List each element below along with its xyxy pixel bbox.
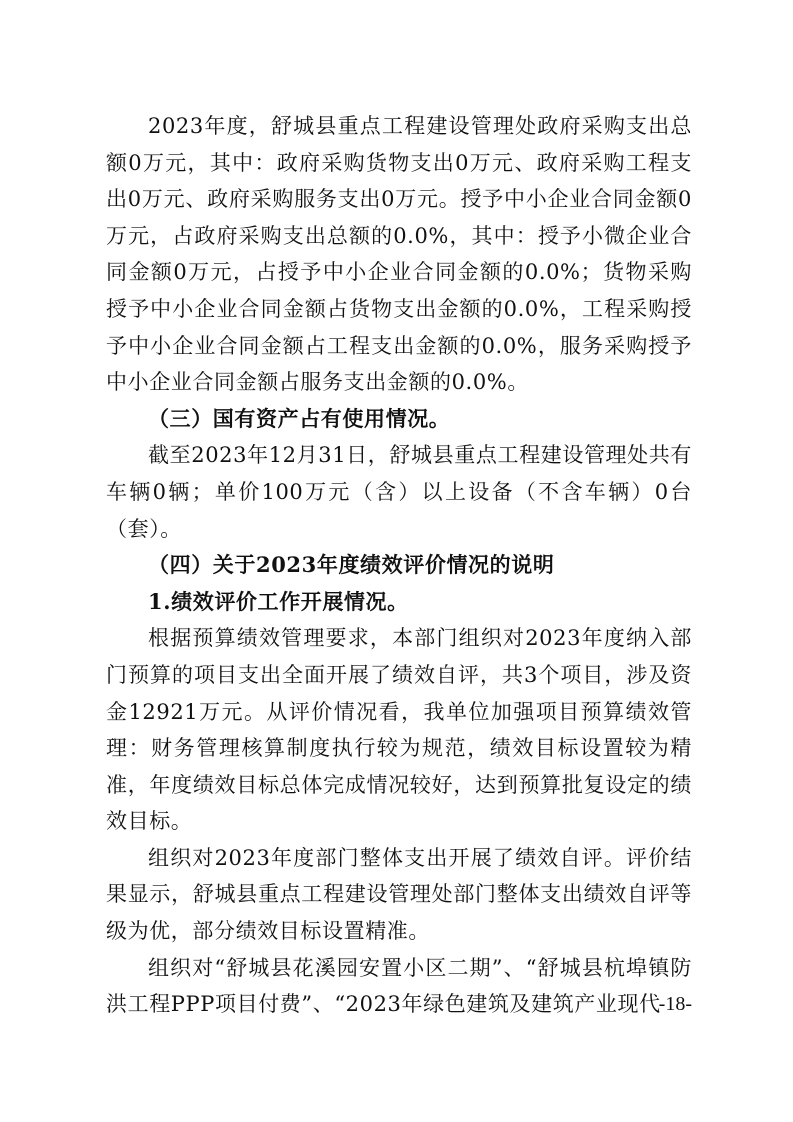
- page-number: -18-: [658, 993, 692, 1015]
- paragraph-project-evaluation: 根据预算绩效管理要求，本部门组织对2023年度纳入部门预算的项目支出全面开展了绩效自评，共3个项目，涉及资金12921万元。从评价情况看，我单位加强项目预算绩效管理：财务管理核算制度执行较为规范，绩效目标设置较为精准，年度绩效目标总体完成情况较好，达到预算批复设定的绩效目标。: [106, 626, 692, 834]
- paragraph-assets: 截至2023年12月31日，舒城县重点工程建设管理处共有车辆0辆；单价100万元（含）以上设备（不含车辆）0台（套）。: [106, 443, 692, 541]
- heading-evaluation-work: 1.绩效评价工作开展情况。: [148, 588, 409, 614]
- paragraph-procurement: 2023年度，舒城县重点工程建设管理处政府采购支出总额0万元，其中：政府采购货物支出0万元、政府采购工程支出0万元、政府采购服务支出0万元。授予中小企业合同金额0万元，占政府采购支出总额的0.0%，其中：授予小微企业合同金额0万元，占授予中小企业合同金额的0.0%；货物采购授予中小企业合同金额占货物支出金额的0.0%，工程采购授予中小企业合同金额占工程支出金额的0.0%，服务采购授予中小企业合同金额占服务支出金额的0.0%。: [106, 114, 692, 395]
- heading-state-assets: （三）国有资产占有使用情况。: [148, 405, 451, 431]
- document-body: [106, 108, 692, 1023]
- paragraph-overall-evaluation: 组织对2023年度部门整体支出开展了绩效自评。评价结果显示，舒城县重点工程建设管理处部门整体支出绩效自评等级为优，部分绩效目标设置精准。: [106, 845, 692, 944]
- heading-performance-evaluation: （四）关于2023年度绩效评价情况的说明: [148, 552, 555, 578]
- paragraph-key-projects: 组织对“舒城县花溪园安置小区二期”、“舒城县杭埠镇防洪工程PPP项目付费”、“2023年绿色建筑及建筑产业现代: [106, 955, 692, 1017]
